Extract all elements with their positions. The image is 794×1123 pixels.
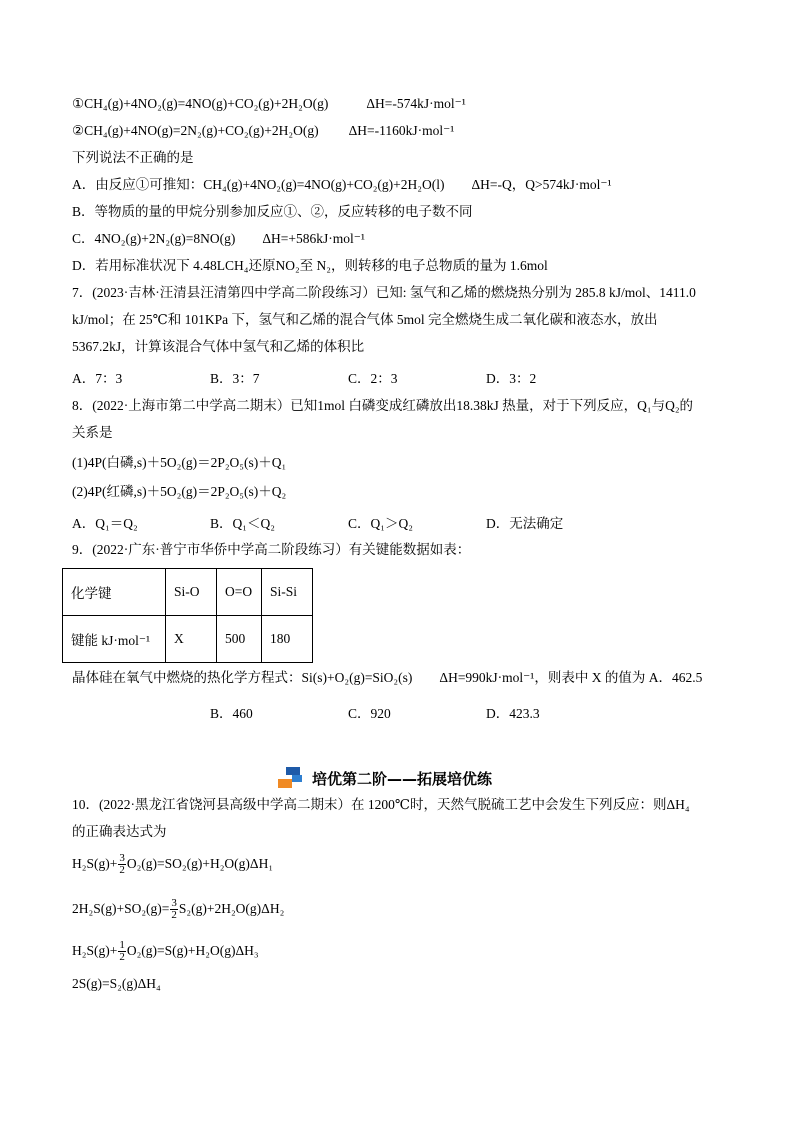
q7-option-a: A．7：3: [72, 371, 123, 386]
fraction: $\frac{1}{2}$: [119, 939, 125, 964]
q8-choices: [72, 512, 752, 530]
q10-equation-1: H₂S(g)+ $\frac{3}{2}$ O₂(g)=SO₂(g)+H₂O(g)ΔH₁: [72, 852, 274, 877]
fraction: $\frac{3}{2}$: [119, 852, 125, 877]
q8-option-d: D．无法确定: [486, 516, 564, 531]
q9-option-d: D．423.3: [486, 706, 540, 721]
q10-equation-4: 2S(g)=S₂(g)ΔH₄: [72, 976, 161, 991]
table-row: [63, 616, 313, 663]
section-logo-icon: [278, 767, 306, 789]
q6-equation-1: ①CH₄(g)+4NO₂(g)=4NO(g)+CO₂(g)+2H₂O(g) ΔH=-574kJ·mol⁻¹: [72, 96, 466, 111]
q6-equation-2: ②CH₄(g)+4NO(g)=2N₂(g)+CO₂(g)+2H₂O(g) ΔH=-1160kJ·mol⁻¹: [72, 123, 455, 138]
section-title: 培优第二阶——拓展培优练: [312, 769, 493, 788]
section-header: [278, 767, 492, 789]
q6-option-d: D．若用标准状况下 4.48LCH₄还原NO₂至 N₂，则转移的电子总物质的量为 1.6mol: [72, 258, 548, 273]
q10-stem-line-2: 的正确表达式为: [72, 824, 167, 839]
q9-stem-line-1: 9．(2022·广东·普宁市华侨中学高二阶段练习）有关键能数据如表：: [72, 542, 471, 557]
q6-option-c: C．4NO₂(g)+2N₂(g)=8NO(g) ΔH=+586kJ·mol⁻¹: [72, 231, 365, 246]
q6-option-a: A．由反应①可推知：CH₄(g)+4NO₂(g)=4NO(g)+CO₂(g)+2H₂O(l) ΔH=-Q，Q>574kJ·mol⁻¹: [72, 177, 612, 192]
table-cell: Si-O: [166, 569, 217, 616]
table-row: [63, 569, 313, 616]
table-cell: 180: [262, 616, 313, 663]
q7-option-d: D．3：2: [486, 371, 537, 386]
q9-stem-line-2: 晶体硅在氧气中燃烧的热化学方程式：Si(s)+O₂(g)=SiO₂(s) ΔH=990kJ·mol⁻¹，则表中 X 的值为 A．462.5: [72, 670, 703, 685]
q8-option-a: A．Q₁＝Q₂: [72, 516, 138, 531]
table-cell: 键能 kJ·mol⁻¹: [63, 616, 166, 663]
q8-equation-2: (2)4P(红磷,s)＋5O₂(g)＝2P₂O₅(s)＋Q₂: [72, 484, 287, 499]
q7-choices: [72, 367, 752, 385]
q9-choices: [72, 702, 752, 720]
q7-stem-line-3: 5367.2kJ，计算该混合气体中氢气和乙烯的体积比: [72, 339, 365, 354]
q8-stem-line-2: 关系是: [72, 425, 113, 440]
q9-option-c: C．920: [348, 706, 391, 721]
table-cell: O=O: [217, 569, 262, 616]
q8-option-c: C．Q₁＞Q₂: [348, 516, 413, 531]
bond-energy-table: [62, 568, 313, 663]
q8-equation-1: (1)4P(白磷,s)＋5O₂(g)＝2P₂O₅(s)＋Q₁: [72, 455, 287, 470]
table-cell: Si-Si: [262, 569, 313, 616]
q7-stem-line-2: kJ/mol；在 25℃和 101KPa 下，氢气和乙烯的混合气体 5mol 完全燃烧生成二氧化碳和液态水，放出: [72, 312, 658, 327]
q6-stem: 下列说法不正确的是: [72, 150, 194, 165]
table-cell: X: [166, 616, 217, 663]
q10-equation-2: 2H₂S(g)+SO₂(g)= $\frac{3}{2}$ S₂(g)+2H₂O(g)ΔH₂: [72, 897, 285, 922]
q6-option-b: B．等物质的量的甲烷分别参加反应①、②，反应转移的电子数不同: [72, 204, 473, 219]
q7-option-b: B．3：7: [210, 371, 260, 386]
q9-option-b: B．460: [210, 706, 253, 721]
q7-option-c: C．2：3: [348, 371, 398, 386]
table-cell: 500: [217, 616, 262, 663]
q8-option-b: B．Q₁＜Q₂: [210, 516, 275, 531]
table-cell: 化学键: [63, 569, 166, 616]
q7-stem-line-1: 7．(2023·吉林·汪清县汪清第四中学高二阶段练习）已知: 氢气和乙烯的燃烧热分别为 285.8 kJ/mol、1411.0: [72, 285, 696, 300]
q10-stem-line-1: 10．(2022·黑龙江省饶河县高级中学高二期末）在 1200℃时，天然气脱硫工艺中会发生下列反应：则ΔH₄: [72, 797, 690, 812]
q8-stem-line-1: 8．(2022·上海市第二中学高二期末）已知1mol 白磷变成红磷放出18.38kJ 热量，对于下列反应，Q₁与Q₂的: [72, 398, 694, 413]
fraction: $\frac{3}{2}$: [171, 897, 177, 922]
q10-equation-3: H₂S(g)+ $\frac{1}{2}$ O₂(g)=S(g)+H₂O(g)ΔH₃: [72, 939, 259, 964]
